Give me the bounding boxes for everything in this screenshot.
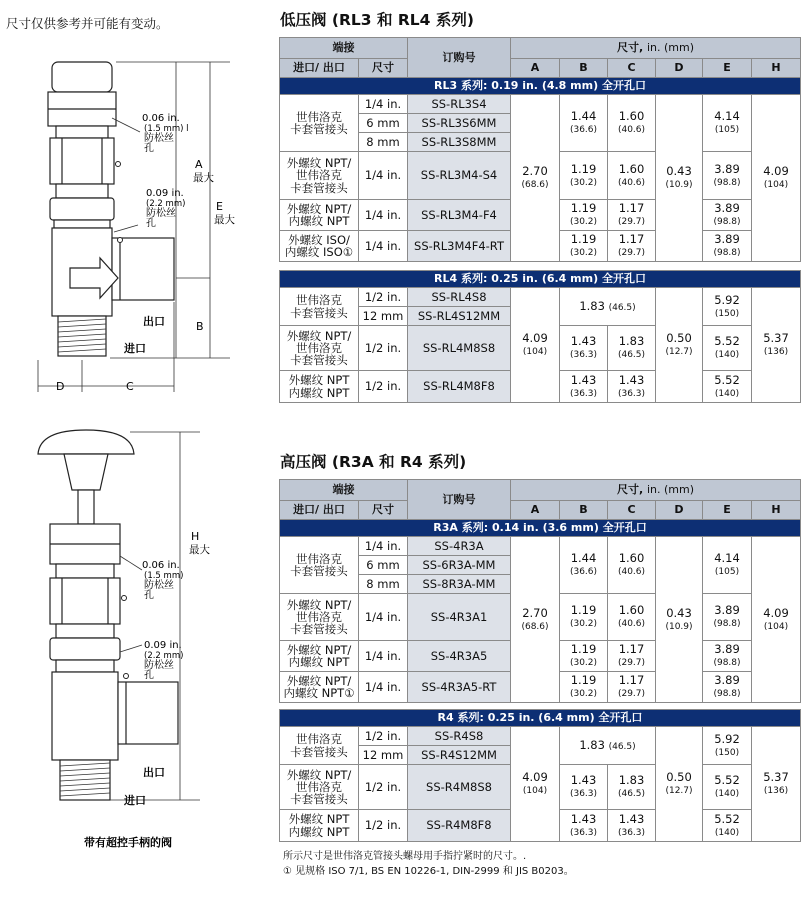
size-cell: 8 mm: [359, 133, 408, 152]
h-cell: 4.09 (104): [752, 95, 801, 262]
e-cell: 3.89 (98.8): [703, 641, 752, 672]
size-cell: 1/4 in.: [359, 641, 408, 672]
c-cell: 1.83 (46.5): [608, 326, 656, 371]
hole2-size-mm: (2.2 mm): [144, 651, 184, 661]
order-cell: SS-R4S8: [408, 727, 511, 746]
order-cell: SS-RL3M4-S4: [408, 152, 511, 200]
cap: [52, 62, 112, 92]
c-cell: 1.17 (29.7): [608, 641, 656, 672]
inlet-label: 进口: [124, 342, 146, 355]
col-b: B: [560, 59, 608, 78]
b-cell: 1.43 (36.3): [560, 810, 608, 842]
dim-a: A: [195, 158, 203, 171]
series-band: RL3 系列: 0.19 in. (4.8 mm) 全开孔口: [280, 78, 801, 95]
size-header: 尺寸: [359, 59, 408, 78]
series-band: R4 系列: 0.25 in. (6.4 mm) 全开孔口: [280, 710, 801, 727]
col-h: H: [752, 501, 801, 520]
valve-drawing-low-pressure: [0, 40, 260, 400]
conn-cell: 外螺纹 NPT/ 世伟洛克 卡套管接头: [280, 594, 359, 641]
dim-e: E: [216, 200, 223, 213]
hole1-label: 防松丝: [144, 133, 174, 144]
size-cell: 8 mm: [359, 575, 408, 594]
size-cell: 6 mm: [359, 114, 408, 133]
inlet-outlet-header: 进口/ 出口: [280, 59, 359, 78]
conn-cell: 世伟洛克 卡套管接头: [280, 288, 359, 326]
series-band: R3A 系列: 0.14 in. (3.6 mm) 全开孔口: [280, 520, 801, 537]
handle: [38, 430, 134, 454]
d-cell: 0.50 (12.7): [656, 727, 703, 842]
a-cell: 2.70 (68.6): [511, 95, 560, 262]
footnote-1: 所示尺寸是世伟洛克管接头螺母用手指拧紧时的尺寸。.: [283, 851, 527, 862]
c-cell: 1.43 (36.3): [608, 810, 656, 842]
c-cell: 1.43 (36.3): [608, 371, 656, 403]
table1-title: 低压阀 (RL3 和 RL4 系列): [280, 11, 474, 29]
bc-cell: 1.83 (46.5): [560, 727, 656, 765]
size-cell: 1/2 in.: [359, 326, 408, 371]
e-cell: 3.89 (98.8): [703, 200, 752, 231]
order-cell: SS-RL3S8MM: [408, 133, 511, 152]
size-cell: 1/4 in.: [359, 95, 408, 114]
order-cell: SS-RL3M4F4-RT: [408, 231, 511, 262]
b-cell: 1.19 (30.2): [560, 231, 608, 262]
table-high-pressure: [279, 479, 801, 703]
size-cell: 1/4 in.: [359, 594, 408, 641]
col-a: A: [511, 501, 560, 520]
size-cell: 1/4 in.: [359, 537, 408, 556]
conn-cell: 外螺纹 ISO/ 内螺纹 ISO①: [280, 231, 359, 262]
hole2-label2: 孔: [144, 670, 154, 681]
e-cell: 5.52 (140): [703, 371, 752, 403]
h-cell: 5.37 (136): [752, 727, 801, 842]
outlet-label: 出口: [143, 315, 165, 328]
hole1-size: 0.06 in.: [142, 113, 180, 124]
dim-h: H: [191, 530, 200, 543]
valve-drawing-high-pressure: [0, 420, 260, 860]
order-cell: SS-4R3A5-RT: [408, 672, 511, 703]
dim-b: B: [196, 320, 204, 333]
size-cell: 1/2 in.: [359, 371, 408, 403]
c-cell: 1.60 (40.6): [608, 152, 656, 200]
d-cell: 0.50 (12.7): [656, 288, 703, 403]
col-h: H: [752, 59, 801, 78]
b-cell: 1.43 (36.3): [560, 765, 608, 810]
note-top: 尺寸仅供参考并可能有变动。: [6, 16, 169, 31]
col-c: C: [608, 59, 656, 78]
order-cell: SS-RL4M8F8: [408, 371, 511, 403]
hole2-label: 防松丝: [144, 660, 174, 671]
footnote-2: ① 见规格 ISO 7/1, BS EN 10226-1, DIN-2999 和 JIS B0203。: [283, 866, 574, 877]
conn-cell: 世伟洛克 卡套管接头: [280, 727, 359, 765]
e-cell: 3.89 (98.8): [703, 152, 752, 200]
dim-c: C: [126, 380, 134, 393]
inlet-outlet-header: 进口/ 出口: [280, 501, 359, 520]
order-cell: SS-R4M8S8: [408, 765, 511, 810]
hole2-label: 防松丝: [146, 208, 176, 219]
e-cell: 3.89 (98.8): [703, 594, 752, 641]
hole1-size-mm: (1.5 mm) l: [144, 124, 189, 134]
c-cell: 1.60 (40.6): [608, 594, 656, 641]
dims-header: 尺寸, in. (mm): [511, 38, 801, 59]
order-cell: SS-RL4S8: [408, 288, 511, 307]
col-e: E: [703, 59, 752, 78]
dims-header: 尺寸, in. (mm): [511, 480, 801, 501]
c-cell: 1.17 (29.7): [608, 200, 656, 231]
hole2-size-mm: (2.2 mm): [146, 199, 186, 209]
b-cell: 1.19 (30.2): [560, 672, 608, 703]
e-cell: 5.92 (150): [703, 727, 752, 765]
dim-e-max: 最大: [214, 214, 235, 226]
table-high-pressure-r4: [279, 709, 801, 842]
d-cell: 0.43 (10.9): [656, 537, 703, 703]
b-cell: 1.44 (36.6): [560, 95, 608, 152]
dim-h-max: 最大: [189, 544, 210, 556]
hole2-size: 0.09 in.: [146, 188, 184, 199]
series-band: RL4 系列: 0.25 in. (6.4 mm) 全开孔口: [280, 271, 801, 288]
size-cell: 1/2 in.: [359, 288, 408, 307]
e-cell: 5.92 (150): [703, 288, 752, 326]
conn-cell: 世伟洛克 卡套管接头: [280, 537, 359, 594]
col-a: A: [511, 59, 560, 78]
hole1-size: 0.06 in.: [142, 560, 180, 571]
conn-cell: 外螺纹 NPT 内螺纹 NPT: [280, 810, 359, 842]
outlet-label: 出口: [143, 766, 165, 779]
drawing-caption: 带有超控手柄的阀: [84, 836, 172, 849]
conn-cell: 外螺纹 NPT/ 内螺纹 NPT: [280, 200, 359, 231]
order-cell: SS-4R3A5: [408, 641, 511, 672]
inlet-label: 进口: [124, 794, 146, 807]
b-cell: 1.19 (30.2): [560, 641, 608, 672]
e-cell: 5.52 (140): [703, 765, 752, 810]
h-cell: 4.09 (104): [752, 537, 801, 703]
c-cell: 1.83 (46.5): [608, 765, 656, 810]
b-cell: 1.19 (30.2): [560, 594, 608, 641]
col-e: E: [703, 501, 752, 520]
d-cell: 0.43 (10.9): [656, 95, 703, 262]
e-cell: 3.89 (98.8): [703, 231, 752, 262]
conn-cell: 外螺纹 NPT/ 内螺纹 NPT: [280, 641, 359, 672]
size-header: 尺寸: [359, 501, 408, 520]
order-cell: SS-RL4S12MM: [408, 307, 511, 326]
order-cell: SS-R4M8F8: [408, 810, 511, 842]
order-cell: SS-RL3M4-F4: [408, 200, 511, 231]
hole2-size: 0.09 in.: [144, 640, 182, 651]
conn-cell: 外螺纹 NPT/ 世伟洛克 卡套管接头: [280, 326, 359, 371]
c-cell: 1.60 (40.6): [608, 537, 656, 594]
order-header: 订购号: [408, 38, 511, 78]
b-cell: 1.19 (30.2): [560, 152, 608, 200]
b-cell: 1.19 (30.2): [560, 200, 608, 231]
order-cell: SS-R4S12MM: [408, 746, 511, 765]
size-cell: 1/4 in.: [359, 672, 408, 703]
conn-cell: 外螺纹 NPT 内螺纹 NPT: [280, 371, 359, 403]
size-cell: 1/4 in.: [359, 152, 408, 200]
hole1-label: 防松丝: [144, 580, 174, 591]
ends-header: 端接: [280, 480, 408, 501]
e-cell: 4.14 (105): [703, 537, 752, 594]
c-cell: 1.60 (40.6): [608, 95, 656, 152]
size-cell: 1/4 in.: [359, 231, 408, 262]
order-cell: SS-RL3S4: [408, 95, 511, 114]
hole2-label2: 孔: [146, 218, 156, 229]
b-cell: 1.43 (36.3): [560, 326, 608, 371]
size-cell: 1/2 in.: [359, 810, 408, 842]
a-cell: 2.70 (68.6): [511, 537, 560, 703]
e-cell: 5.52 (140): [703, 810, 752, 842]
b-cell: 1.44 (36.6): [560, 537, 608, 594]
bc-cell: 1.83 (46.5): [560, 288, 656, 326]
e-cell: 5.52 (140): [703, 326, 752, 371]
b-cell: 1.43 (36.3): [560, 371, 608, 403]
size-cell: 6 mm: [359, 556, 408, 575]
order-cell: SS-RL3S6MM: [408, 114, 511, 133]
size-cell: 12 mm: [359, 307, 408, 326]
col-b: B: [560, 501, 608, 520]
ends-header: 端接: [280, 38, 408, 59]
conn-cell: 外螺纹 NPT/ 世伟洛克 卡套管接头: [280, 152, 359, 200]
col-d: D: [656, 59, 703, 78]
dim-d: D: [56, 380, 65, 393]
e-cell: 3.89 (98.8): [703, 672, 752, 703]
conn-cell: 世伟洛克 卡套管接头: [280, 95, 359, 152]
c-cell: 1.17 (29.7): [608, 672, 656, 703]
size-cell: 1/2 in.: [359, 765, 408, 810]
dim-a-max: 最大: [193, 172, 214, 184]
table2-title: 高压阀 (R3A 和 R4 系列): [280, 453, 467, 471]
table-low-pressure: [279, 37, 801, 262]
col-c: C: [608, 501, 656, 520]
order-cell: SS-6R3A-MM: [408, 556, 511, 575]
a-cell: 4.09 (104): [511, 727, 560, 842]
conn-cell: 外螺纹 NPT/ 内螺纹 NPT①: [280, 672, 359, 703]
c-cell: 1.17 (29.7): [608, 231, 656, 262]
conn-cell: 外螺纹 NPT/ 世伟洛克 卡套管接头: [280, 765, 359, 810]
h-cell: 5.37 (136): [752, 288, 801, 403]
order-cell: SS-4R3A1: [408, 594, 511, 641]
table-low-pressure-rl4: [279, 270, 801, 403]
a-cell: 4.09 (104): [511, 288, 560, 403]
hole1-label2: 孔: [144, 143, 154, 154]
order-header: 订购号: [408, 480, 511, 520]
order-cell: SS-8R3A-MM: [408, 575, 511, 594]
order-cell: SS-4R3A: [408, 537, 511, 556]
col-d: D: [656, 501, 703, 520]
hole1-size-mm: (1.5 mm): [144, 571, 184, 581]
size-cell: 1/4 in.: [359, 200, 408, 231]
size-cell: 12 mm: [359, 746, 408, 765]
size-cell: 1/2 in.: [359, 727, 408, 746]
order-cell: SS-RL4M8S8: [408, 326, 511, 371]
e-cell: 4.14 (105): [703, 95, 752, 152]
hole1-label2: 孔: [144, 590, 154, 601]
